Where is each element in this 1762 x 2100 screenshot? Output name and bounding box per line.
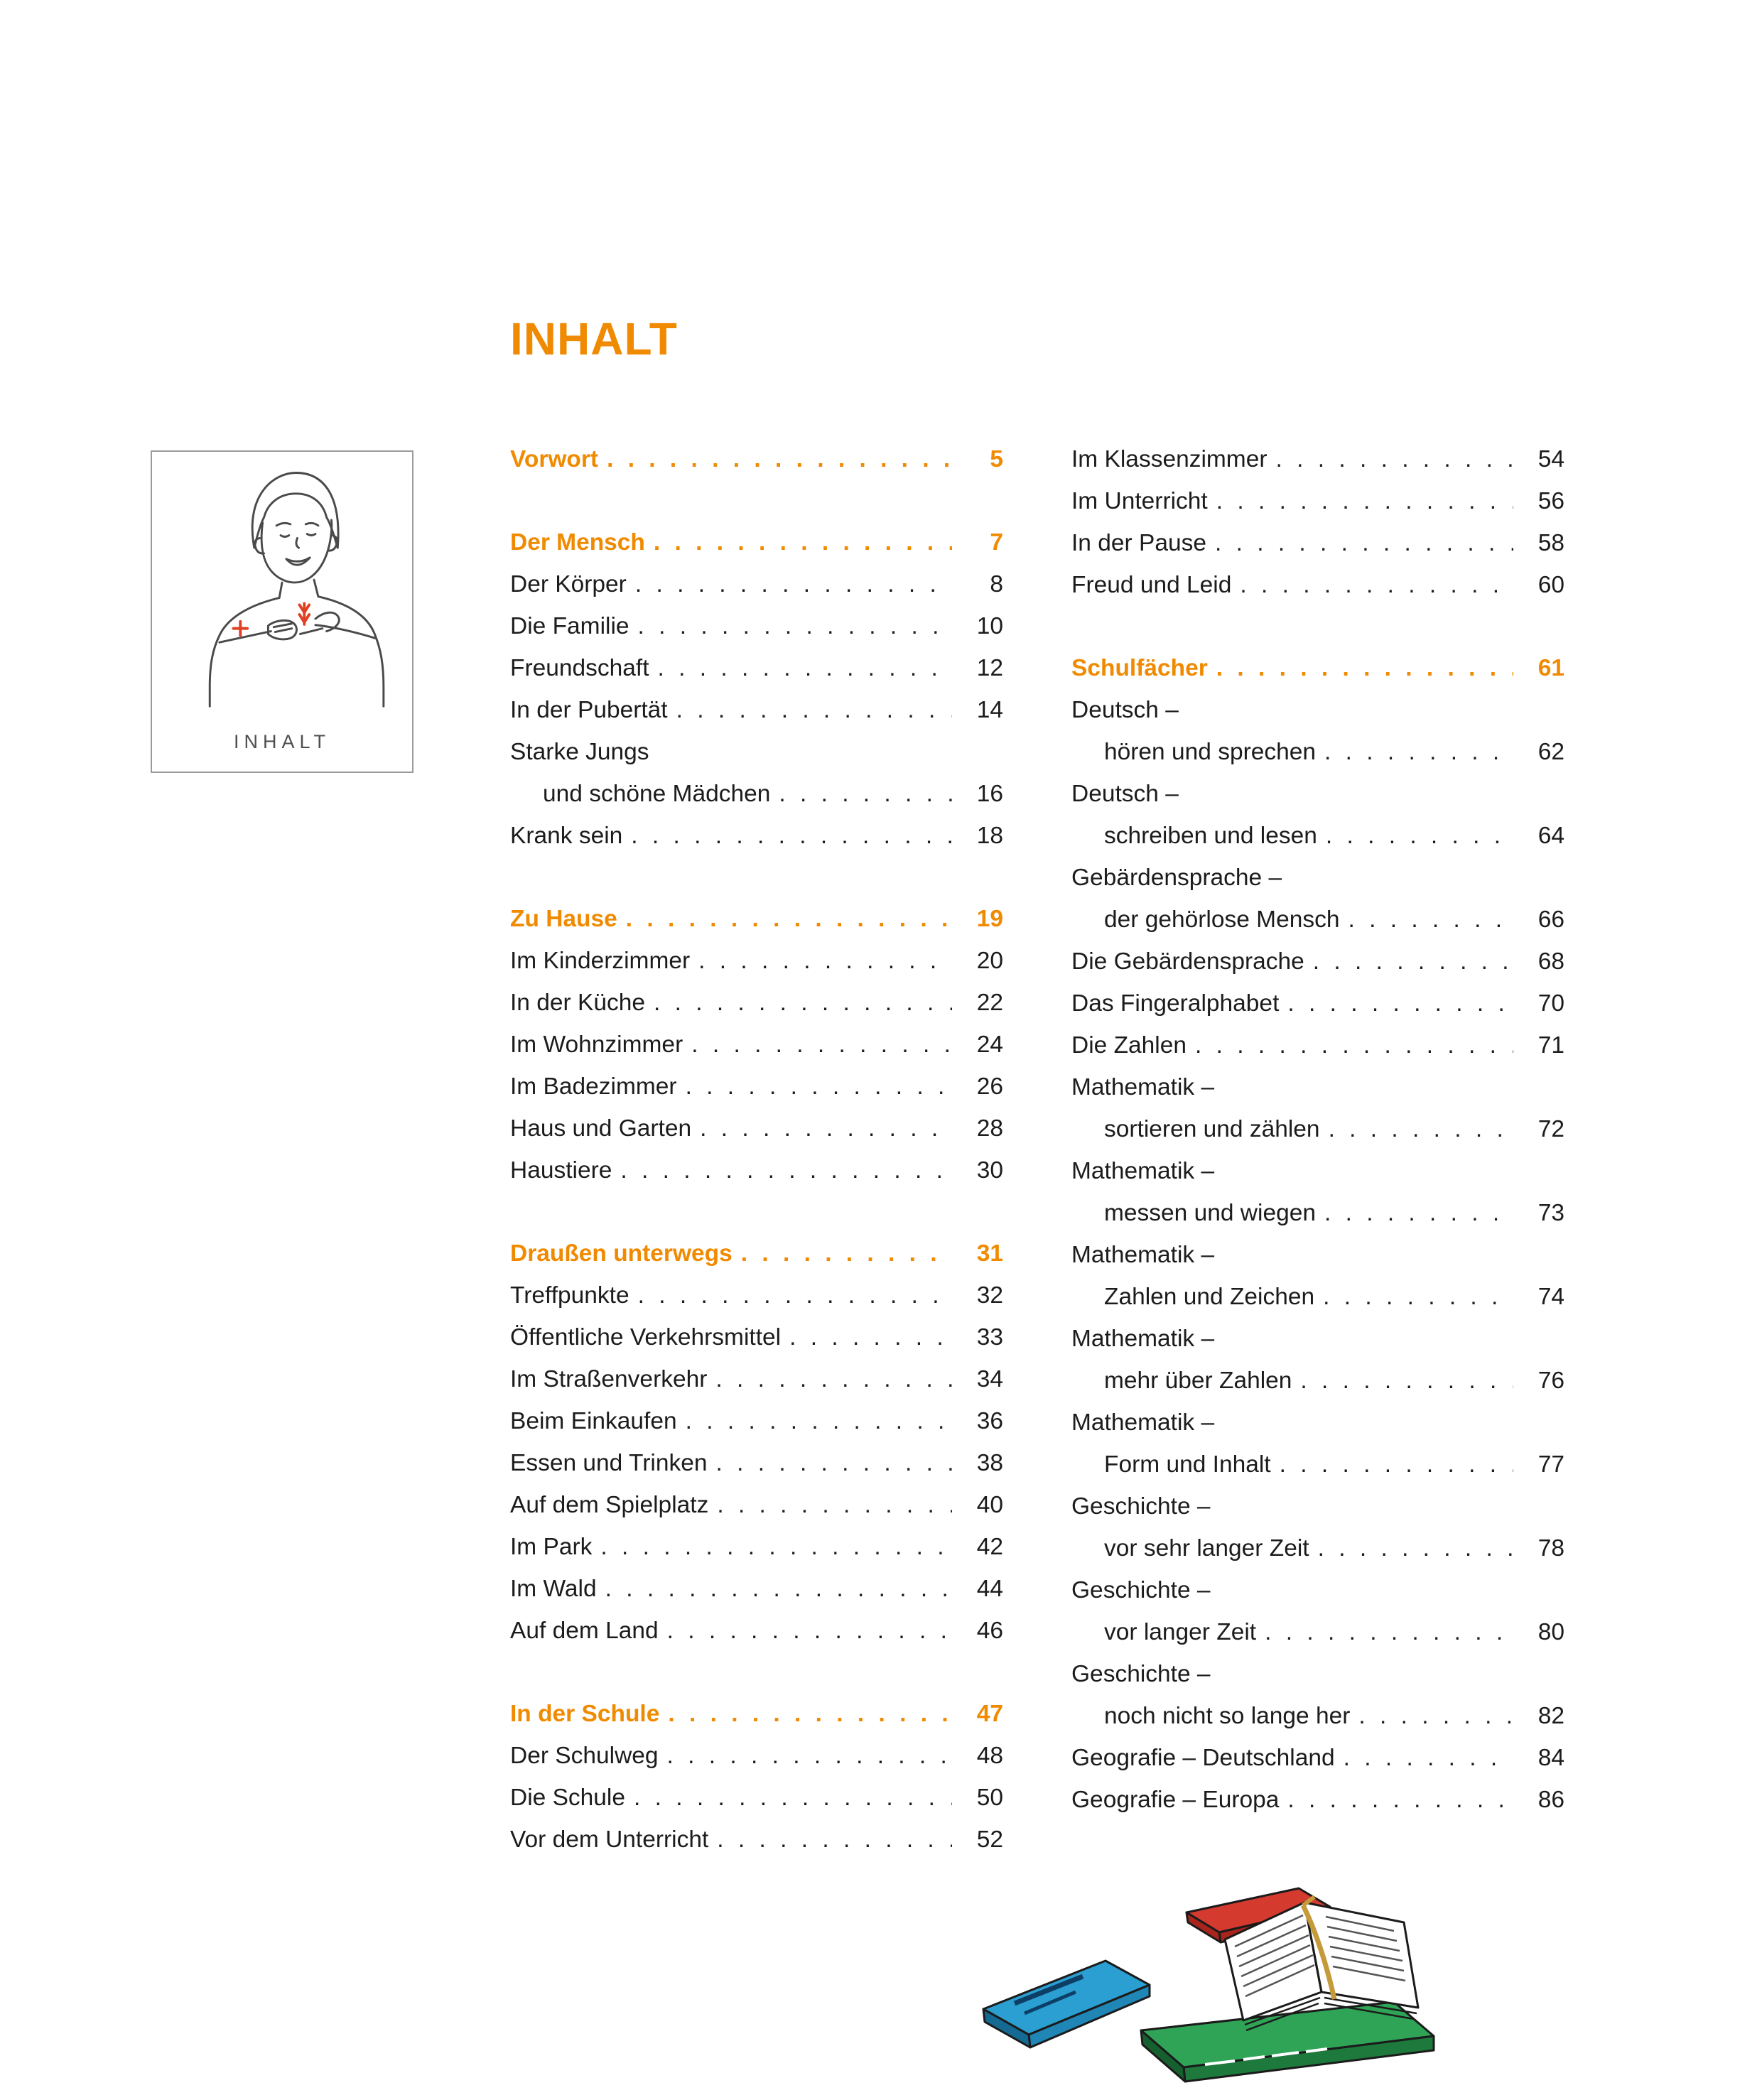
toc-entry-page: 66 <box>1537 906 1564 933</box>
toc-entry-page: 12 <box>976 655 1003 681</box>
toc-entry <box>1071 565 1564 607</box>
toc-entry <box>1071 941 1564 983</box>
toc-entry <box>510 1819 1003 1861</box>
toc-entry <box>1071 1402 1564 1444</box>
toc-entry-label: In der Pubertät <box>510 697 668 723</box>
toc-entry <box>510 1359 1003 1401</box>
toc-entry-label: Vor dem Unterricht <box>510 1826 709 1853</box>
toc-section-heading <box>510 1694 1003 1736</box>
toc-entry <box>510 1777 1003 1819</box>
toc-entry <box>1071 1360 1564 1402</box>
toc-entry-label: Geschichte – <box>1071 1577 1211 1603</box>
toc-entry-label: Auf dem Land <box>510 1618 659 1644</box>
toc-entry-page: 48 <box>976 1743 1003 1769</box>
toc-entry-page: 47 <box>976 1701 1003 1727</box>
toc-entry-label: Geschichte – <box>1071 1493 1211 1520</box>
toc-entry-label: Mathematik – <box>1071 1326 1215 1352</box>
toc-entry-page: 68 <box>1537 948 1564 975</box>
toc-leader-dots <box>1216 648 1513 689</box>
toc-entry <box>510 1150 1003 1192</box>
toc-entry-label: Im Badezimmer <box>510 1073 677 1100</box>
toc-leader-dots <box>789 1317 952 1358</box>
toc-entry-label: Im Wald <box>510 1576 597 1602</box>
toc-entry <box>1071 1570 1564 1612</box>
toc-leader-dots <box>715 1359 952 1400</box>
toc-entry <box>1071 1109 1564 1151</box>
toc-leader-dots <box>1280 1444 1513 1485</box>
toc-leader-dots <box>1344 1738 1513 1779</box>
toc-entry <box>510 732 1003 774</box>
toc-leader-dots <box>1318 1528 1513 1569</box>
toc-entry <box>1071 1780 1564 1822</box>
toc-entry-page: 78 <box>1537 1535 1564 1562</box>
toc-leader-dots <box>676 690 952 731</box>
toc-entry <box>1071 1612 1564 1654</box>
toc-entry-label: Zu Hause <box>510 906 617 932</box>
toc-entry <box>1071 1528 1564 1570</box>
toc-entry <box>510 1024 1003 1066</box>
toc-entry-label: Essen und Trinken <box>510 1450 708 1476</box>
toc-entry-page: 5 <box>990 446 1003 472</box>
toc-entry-page: 20 <box>976 948 1003 974</box>
toc-leader-dots <box>1329 1109 1513 1150</box>
toc-entry-page: 50 <box>976 1785 1003 1811</box>
toc-entry-page: 71 <box>1537 1032 1564 1059</box>
stack-of-books-icon <box>971 1860 1499 2094</box>
toc-leader-dots <box>1276 439 1514 480</box>
toc-entry <box>510 774 1003 816</box>
toc-entry <box>510 1569 1003 1611</box>
toc-entry <box>1071 816 1564 857</box>
toc-entry-page: 62 <box>1537 739 1564 765</box>
toc-entry-page: 31 <box>976 1240 1003 1267</box>
toc-leader-dots <box>658 648 952 689</box>
toc-entry-label: Die Familie <box>510 613 629 639</box>
toc-entry-page: 24 <box>976 1032 1003 1058</box>
toc-entry <box>510 564 1003 606</box>
toc-entry-page: 19 <box>976 906 1003 932</box>
page-title: INHALT <box>510 313 678 364</box>
toc-entry-label: vor langer Zeit <box>1104 1619 1257 1645</box>
toc-entry-page: 10 <box>976 613 1003 639</box>
toc-entry <box>1071 1486 1564 1528</box>
toc-entry <box>1071 1193 1564 1235</box>
toc-section-gap <box>1071 607 1564 648</box>
toc-leader-dots <box>717 1485 952 1526</box>
toc-leader-dots <box>1265 1612 1513 1653</box>
toc-entry-label: Treffpunkte <box>510 1282 629 1309</box>
toc-entry <box>1071 983 1564 1025</box>
toc-leader-dots <box>717 1819 952 1861</box>
toc-leader-dots <box>700 1108 952 1149</box>
toc-entry-page: 84 <box>1537 1745 1564 1771</box>
toc-entry-label: Im Kinderzimmer <box>510 948 691 974</box>
toc-entry-page: 7 <box>990 529 1003 556</box>
toc-entry-label: Im Wohnzimmer <box>510 1032 683 1058</box>
toc-entry-page: 38 <box>976 1450 1003 1476</box>
toc-entry-label: Mathematik – <box>1071 1242 1215 1268</box>
toc-entry <box>1071 857 1564 899</box>
toc-entry-label: Deutsch – <box>1071 781 1179 807</box>
toc-entry-label: Der Körper <box>510 571 627 597</box>
toc-entry-label: schreiben und lesen <box>1104 823 1317 849</box>
toc-section-heading <box>1071 648 1564 690</box>
toc-leader-dots <box>1195 1025 1513 1066</box>
toc-section-gap <box>510 481 1003 522</box>
toc-entry-label: mehr über Zahlen <box>1104 1368 1292 1394</box>
toc-entry-page: 18 <box>976 823 1003 849</box>
toc-entry <box>1071 774 1564 816</box>
toc-entry <box>510 1443 1003 1485</box>
toc-entry-label: In der Küche <box>510 990 645 1016</box>
toc-entry-label: Öffentliche Verkehrsmittel <box>510 1324 782 1351</box>
toc-entry-label: Mathematik – <box>1071 1158 1215 1184</box>
toc-entry-page: 54 <box>1537 446 1564 472</box>
toc-leader-dots <box>668 1694 952 1735</box>
toc-entry-page: 56 <box>1537 488 1564 514</box>
toc-leader-dots <box>1313 941 1513 983</box>
toc-entry-label: Freundschaft <box>510 655 649 681</box>
toc-leader-dots <box>1324 732 1513 773</box>
toc-entry <box>510 816 1003 857</box>
toc-entry-label: Die Gebärdensprache <box>1071 948 1304 975</box>
toc-entry <box>1071 1235 1564 1277</box>
books-illustration <box>971 1860 1499 2094</box>
toc-section-heading <box>510 899 1003 941</box>
toc-entry-page: 28 <box>976 1115 1003 1142</box>
toc-column-right <box>1071 439 1564 1822</box>
toc-entry-label: Draußen unterwegs <box>510 1240 733 1267</box>
toc-entry-label: Der Schulweg <box>510 1743 659 1769</box>
toc-entry-label: sortieren und zählen <box>1104 1116 1320 1142</box>
toc-entry <box>510 983 1003 1024</box>
toc-entry-page: 80 <box>1537 1619 1564 1645</box>
toc-leader-dots <box>686 1401 952 1442</box>
toc-leader-dots <box>1326 816 1513 857</box>
toc-leader-dots <box>1216 481 1513 522</box>
toc-entry-label: Haus und Garten <box>510 1115 692 1142</box>
toc-leader-dots <box>626 899 952 940</box>
toc-entry-label: Geografie – Deutschland <box>1071 1745 1335 1771</box>
toc-leader-dots <box>607 439 952 480</box>
toc-entry-page: 26 <box>976 1073 1003 1100</box>
toc-entry-label: Starke Jungs <box>510 739 649 765</box>
toc-entry-page: 33 <box>976 1324 1003 1351</box>
toc-entry-page: 74 <box>1537 1284 1564 1310</box>
toc-leader-dots <box>691 1024 952 1066</box>
sign-language-illustration <box>151 450 414 773</box>
toc-entry-label: Zahlen und Zeichen <box>1104 1284 1315 1310</box>
toc-leader-dots <box>698 941 952 982</box>
toc-entry <box>1071 899 1564 941</box>
toc-entry <box>510 1108 1003 1150</box>
toc-entry-label: Haustiere <box>510 1157 612 1184</box>
toc-entry-page: 40 <box>976 1492 1003 1518</box>
toc-entry-label: der gehörlose Mensch <box>1104 906 1340 933</box>
toc-entry-page: 86 <box>1537 1787 1564 1813</box>
toc-entry-page: 70 <box>1537 990 1564 1017</box>
toc-entry-page: 8 <box>990 571 1003 597</box>
toc-section-heading <box>510 439 1003 481</box>
toc-entry <box>510 941 1003 983</box>
toc-entry <box>510 690 1003 732</box>
toc-entry <box>510 606 1003 648</box>
toc-entry-label: vor sehr langer Zeit <box>1104 1535 1309 1562</box>
toc-section-heading <box>510 522 1003 564</box>
toc-entry <box>510 1066 1003 1108</box>
toc-leader-dots <box>1348 899 1513 941</box>
toc-leader-dots <box>686 1066 952 1108</box>
toc-leader-dots <box>1215 523 1513 564</box>
toc-entry-label: noch nicht so lange her <box>1104 1703 1351 1729</box>
toc-entry-page: 44 <box>976 1576 1003 1602</box>
toc-entry-page: 32 <box>976 1282 1003 1309</box>
toc-entry-page: 61 <box>1537 655 1564 681</box>
toc-entry-label: hören und sprechen <box>1104 739 1316 765</box>
toc-entry <box>510 1485 1003 1527</box>
toc-entry <box>510 1275 1003 1317</box>
toc-leader-dots <box>635 564 952 605</box>
toc-leader-dots <box>631 816 952 857</box>
toc-entry-page: 82 <box>1537 1703 1564 1729</box>
toc-entry <box>1071 1319 1564 1360</box>
toc-leader-dots <box>600 1527 952 1568</box>
toc-entry-label: und schöne Mädchen <box>543 781 771 807</box>
toc-entry-label: Im Klassenzimmer <box>1071 446 1268 472</box>
toc-leader-dots <box>667 1611 952 1652</box>
toc-entry-label: Vorwort <box>510 446 599 472</box>
toc-entry-page: 16 <box>976 781 1003 807</box>
toc-entry-page: 76 <box>1537 1368 1564 1394</box>
toc-entry-page: 72 <box>1537 1116 1564 1142</box>
toc-leader-dots <box>1358 1696 1513 1737</box>
toc-leader-dots <box>1287 983 1513 1024</box>
toc-entry-page: 36 <box>976 1408 1003 1434</box>
toc-entry <box>510 1317 1003 1359</box>
toc-leader-dots <box>741 1233 952 1274</box>
toc-entry <box>510 1611 1003 1652</box>
toc-entry <box>1071 1696 1564 1738</box>
toc-section-gap <box>510 857 1003 899</box>
toc-entry-page: 46 <box>976 1618 1003 1644</box>
toc-entry-page: 52 <box>976 1826 1003 1853</box>
toc-entry <box>1071 1277 1564 1319</box>
toc-entry-page: 22 <box>976 990 1003 1016</box>
toc-entry-label: Gebärdensprache – <box>1071 865 1282 891</box>
toc-leader-dots <box>638 1275 952 1316</box>
toc-entry-label: Mathematik – <box>1071 1074 1215 1100</box>
toc-entry <box>1071 481 1564 523</box>
woman-signing-inhalt-icon <box>153 456 411 713</box>
toc-leader-dots <box>1287 1780 1513 1821</box>
toc-entry-page: 30 <box>976 1157 1003 1184</box>
toc-entry-page: 60 <box>1537 572 1564 598</box>
toc-entry-label: Im Straßenverkehr <box>510 1366 708 1392</box>
toc-entry-label: Das Fingeralphabet <box>1071 990 1280 1017</box>
toc-leader-dots <box>1324 1193 1513 1234</box>
toc-leader-dots <box>667 1736 952 1777</box>
toc-entry-label: Deutsch – <box>1071 697 1179 723</box>
toc-section-heading <box>510 1233 1003 1275</box>
toc-leader-dots <box>638 606 952 647</box>
toc-leader-dots <box>620 1150 952 1191</box>
toc-entry-label: Auf dem Spielplatz <box>510 1492 709 1518</box>
toc-leader-dots <box>1323 1277 1513 1318</box>
toc-entry-label: Form und Inhalt <box>1104 1451 1271 1478</box>
toc-entry <box>1071 1025 1564 1067</box>
toc-leader-dots <box>715 1443 952 1484</box>
toc-entry-page: 58 <box>1537 530 1564 556</box>
toc-entry <box>1071 1151 1564 1193</box>
toc-leader-dots <box>605 1569 952 1610</box>
toc-entry-label: Freud und Leid <box>1071 572 1232 598</box>
toc-entry <box>510 1527 1003 1569</box>
toc-leader-dots <box>634 1777 952 1819</box>
toc-entry-label: Geschichte – <box>1071 1661 1211 1687</box>
toc-entry <box>1071 732 1564 774</box>
toc-section-gap <box>510 1192 1003 1233</box>
toc-entry <box>510 1736 1003 1777</box>
toc-entry-label: Mathematik – <box>1071 1409 1215 1436</box>
toc-entry-label: Geografie – Europa <box>1071 1787 1280 1813</box>
toc-leader-dots <box>1240 565 1513 606</box>
toc-entry-page: 14 <box>976 697 1003 723</box>
toc-entry-label: Die Zahlen <box>1071 1032 1187 1059</box>
toc-entry-label: Der Mensch <box>510 529 645 556</box>
illustration-caption: INHALT <box>233 731 330 752</box>
toc-entry <box>1071 1654 1564 1696</box>
toc-entry <box>510 1401 1003 1443</box>
toc-entry-label: Beim Einkaufen <box>510 1408 677 1434</box>
toc-entry <box>1071 439 1564 481</box>
toc-section-gap <box>510 1652 1003 1694</box>
toc-leader-dots <box>654 983 952 1024</box>
toc-leader-dots <box>1300 1360 1513 1402</box>
toc-entry <box>1071 1067 1564 1109</box>
toc-entry-label: Krank sein <box>510 823 623 849</box>
toc-entry <box>1071 690 1564 732</box>
toc-entry <box>510 648 1003 690</box>
toc-leader-dots <box>779 774 952 815</box>
toc-entry-label: messen und wiegen <box>1104 1200 1316 1226</box>
toc-entry <box>1071 523 1564 565</box>
toc-entry-page: 64 <box>1537 823 1564 849</box>
toc-entry-label: Im Park <box>510 1534 593 1560</box>
toc-entry-label: Die Schule <box>510 1785 626 1811</box>
toc-leader-dots <box>654 522 952 563</box>
toc-entry-page: 42 <box>976 1534 1003 1560</box>
toc-column-left <box>510 439 1003 1861</box>
toc-entry-page: 77 <box>1537 1451 1564 1478</box>
toc-entry-label: Schulfächer <box>1071 655 1208 681</box>
toc-entry-page: 34 <box>976 1366 1003 1392</box>
toc-entry-label: Im Unterricht <box>1071 488 1208 514</box>
toc-entry-label: In der Schule <box>510 1701 660 1727</box>
toc-entry <box>1071 1444 1564 1486</box>
toc-entry <box>1071 1738 1564 1780</box>
toc-entry-label: In der Pause <box>1071 530 1206 556</box>
toc-entry-page: 73 <box>1537 1200 1564 1226</box>
